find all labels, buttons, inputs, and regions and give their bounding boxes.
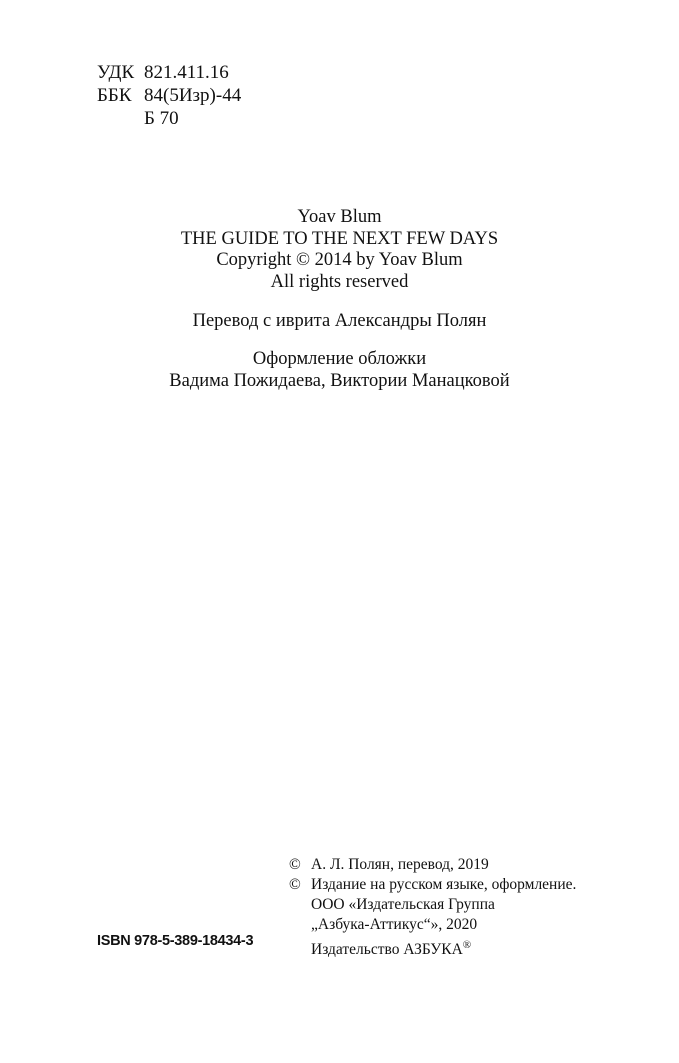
publisher-imprint-row [289, 935, 576, 960]
author-mark-row [97, 107, 241, 130]
classification-block [97, 61, 241, 130]
copyright-edition: Издание на русском языке, оформление. [311, 876, 577, 893]
udk-label: УДК [97, 62, 135, 83]
bbk-label: ББК [97, 85, 132, 106]
original-title: THE GUIDE TO THE NEXT FEW DAYS [180, 228, 499, 249]
registered-trademark-mark: ® [462, 939, 472, 951]
copyright-translation: А. Л. Полян, перевод, 2019 [311, 856, 489, 873]
copyright-translation-row [289, 855, 576, 875]
publisher-imprint: Издательство АЗБУКА [311, 941, 463, 958]
copyright-symbol: © [289, 876, 301, 893]
isbn: ISBN 978-5-389-18434-3 [97, 933, 254, 949]
cover-design-block [0, 349, 679, 392]
translator-block [0, 311, 679, 333]
udk-value: 821.411.16 [144, 62, 229, 83]
original-edition-block [0, 207, 679, 293]
cover-design-heading: Оформление обложки [252, 349, 427, 369]
cover-design-names: Вадима Пожидаева, Виктории Манацковой [169, 370, 510, 391]
original-author: Yoav Blum [297, 207, 382, 227]
bbk-row [97, 84, 241, 107]
publisher-group-line2: „Азбука-Аттикус“», 2020 [311, 916, 478, 933]
author-mark: Б 70 [144, 108, 179, 129]
copyright-block [289, 855, 576, 960]
translator-line: Перевод с иврита Александры Полян [192, 311, 487, 331]
bbk-value: 84(5Изр)-44 [144, 85, 242, 106]
rights-reserved: All rights reserved [270, 271, 409, 292]
publisher-group-row [289, 895, 576, 915]
publisher-group-row-2 [289, 915, 576, 935]
copyright-symbol: © [289, 856, 301, 873]
copyright-edition-row [289, 875, 576, 895]
original-copyright: Copyright © 2014 by Yoav Blum [216, 250, 463, 270]
udk-row [97, 61, 241, 84]
publisher-group-line1: ООО «Издательская Группа [311, 896, 495, 913]
